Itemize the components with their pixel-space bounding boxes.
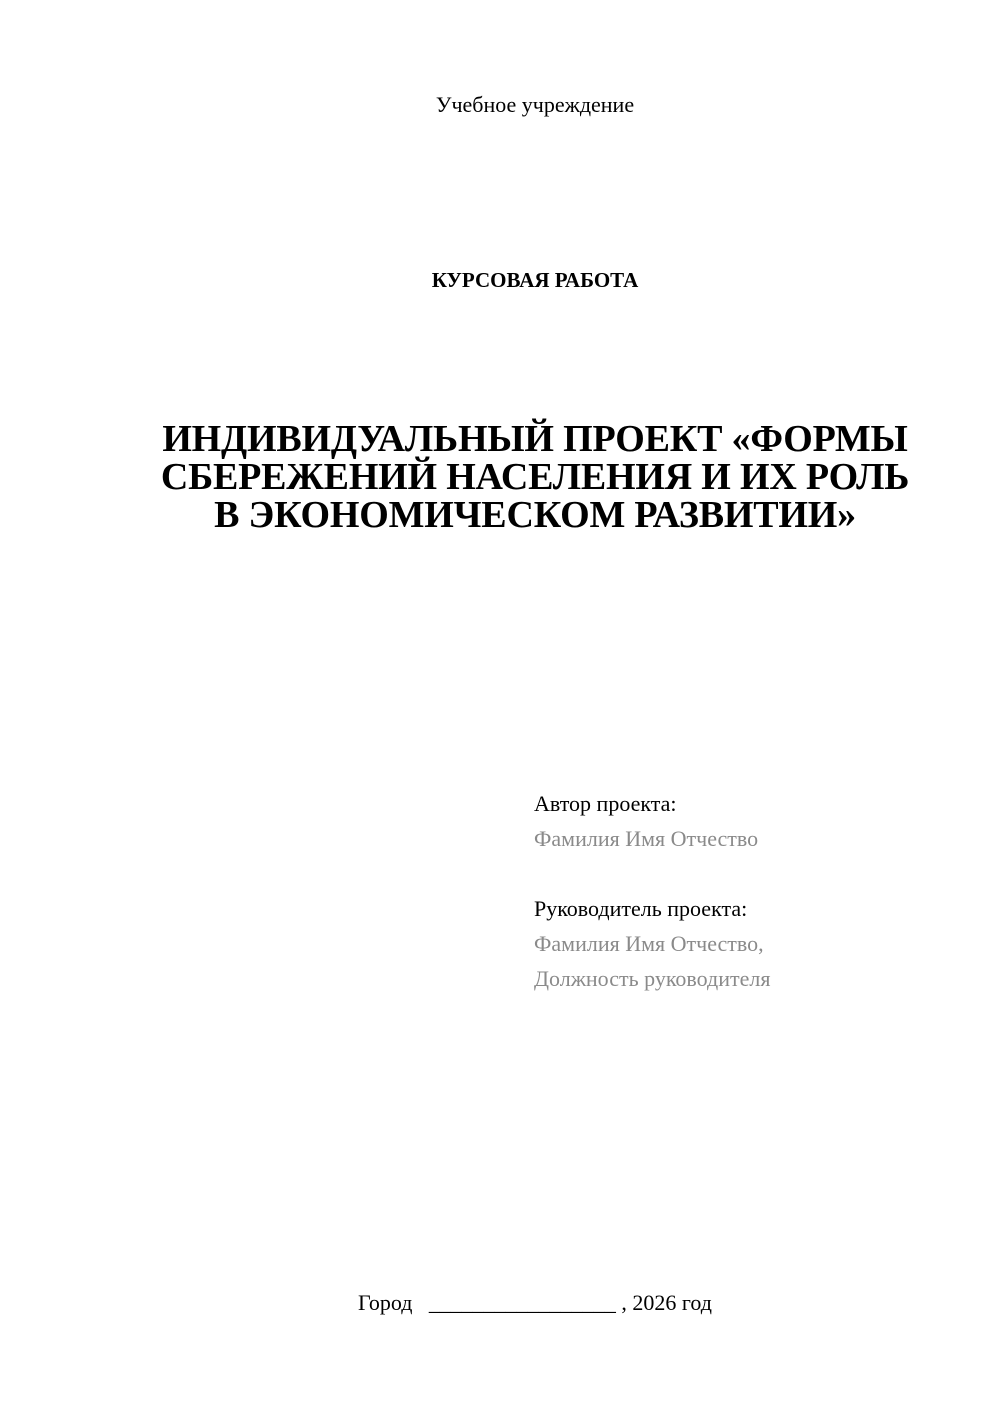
city-blank-line: _________________	[428, 1290, 616, 1315]
supervisor-name-placeholder: Фамилия Имя Отчество,	[534, 931, 764, 956]
project-title-line: В ЭКОНОМИЧЕСКОМ РАЗВИТИИ»	[214, 494, 856, 536]
project-title	[130, 420, 940, 534]
author-label: Автор проекта:	[534, 791, 677, 816]
supervisor-label: Руководитель проекта:	[534, 896, 748, 921]
year-text: , 2026 год	[621, 1290, 712, 1315]
city-blank	[418, 1290, 424, 1315]
work-type-heading: КУРСОВАЯ РАБОТА	[431, 268, 639, 292]
spacer	[534, 856, 954, 891]
project-info-block	[534, 786, 954, 996]
institution-name: Учебное учреждение	[435, 92, 635, 117]
supervisor-position-placeholder: Должность руководителя	[534, 966, 771, 991]
author-name-placeholder: Фамилия Имя Отчество	[534, 826, 759, 851]
city-label: Город	[358, 1290, 413, 1315]
project-title-line: СБЕРЕЖЕНИЙ НАСЕЛЕНИЯ И ИХ РОЛЬ	[160, 456, 910, 498]
city-year-line	[0, 1290, 1000, 1316]
project-title-line: ИНДИВИДУАЛЬНЫЙ ПРОЕКТ «ФОРМЫ	[162, 418, 908, 460]
